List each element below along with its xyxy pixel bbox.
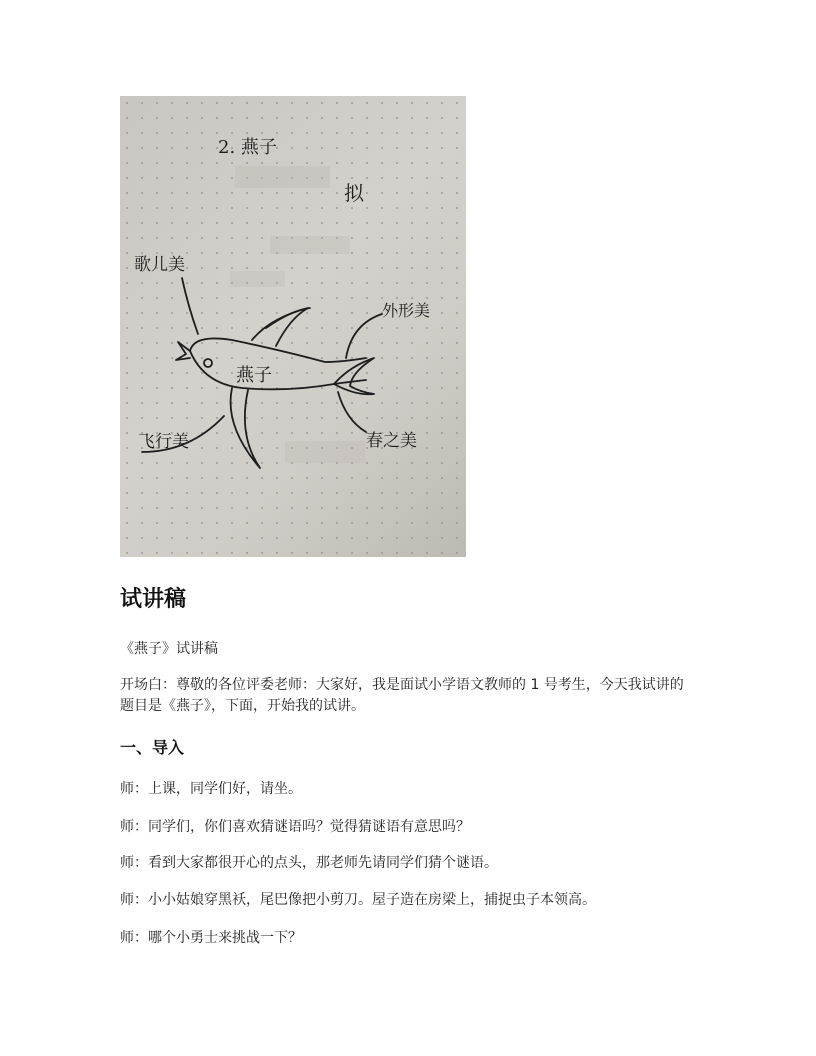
label-top-right: 外形美 [382,301,431,320]
label-top-left: 歌儿美 [134,255,185,275]
photo-note: 拟 [344,181,364,205]
mindmap-photo [120,96,466,557]
paragraph-opening: 开场白：尊敬的各位评委老师：大家好，我是面试小学语文教师的 1 号考生，今天我试讲的题目是《燕子》，下面，开始我的试讲。 [120,677,684,714]
mindmap-drawing [120,96,466,557]
bleed-mark [230,271,285,287]
photo-title: 2. 燕子 [218,137,277,158]
photo-center-label: 燕子 [236,365,272,386]
dialogue-line: 师：同学们，你们喜欢猜谜语吗？觉得猜谜语有意思吗？ [120,819,470,835]
dot-grid [120,96,466,557]
dialogue-line: 师：小小姑娘穿黑袄，尾巴像把小剪刀。屋子造在房梁上，捕捉虫子本领高。 [120,892,596,908]
dialogue-line: 师：哪个小勇士来挑战一下？ [120,930,302,946]
bleed-mark [285,441,365,463]
dialogue-line: 师：看到大家都很开心的点头，那老师先请同学们猜个谜语。 [120,855,498,871]
page-heading: 试讲稿 [120,587,187,612]
label-bottom-left: 飞行美 [138,432,189,452]
label-bottom-right: 春之美 [366,431,417,451]
bleed-mark [235,166,330,188]
section-heading: 一、导入 [120,738,185,757]
dialogue-line: 师：上课，同学们好，请坐。 [120,781,302,797]
bleed-mark [270,236,350,254]
paragraph-title: 《燕子》试讲稿 [120,641,218,657]
